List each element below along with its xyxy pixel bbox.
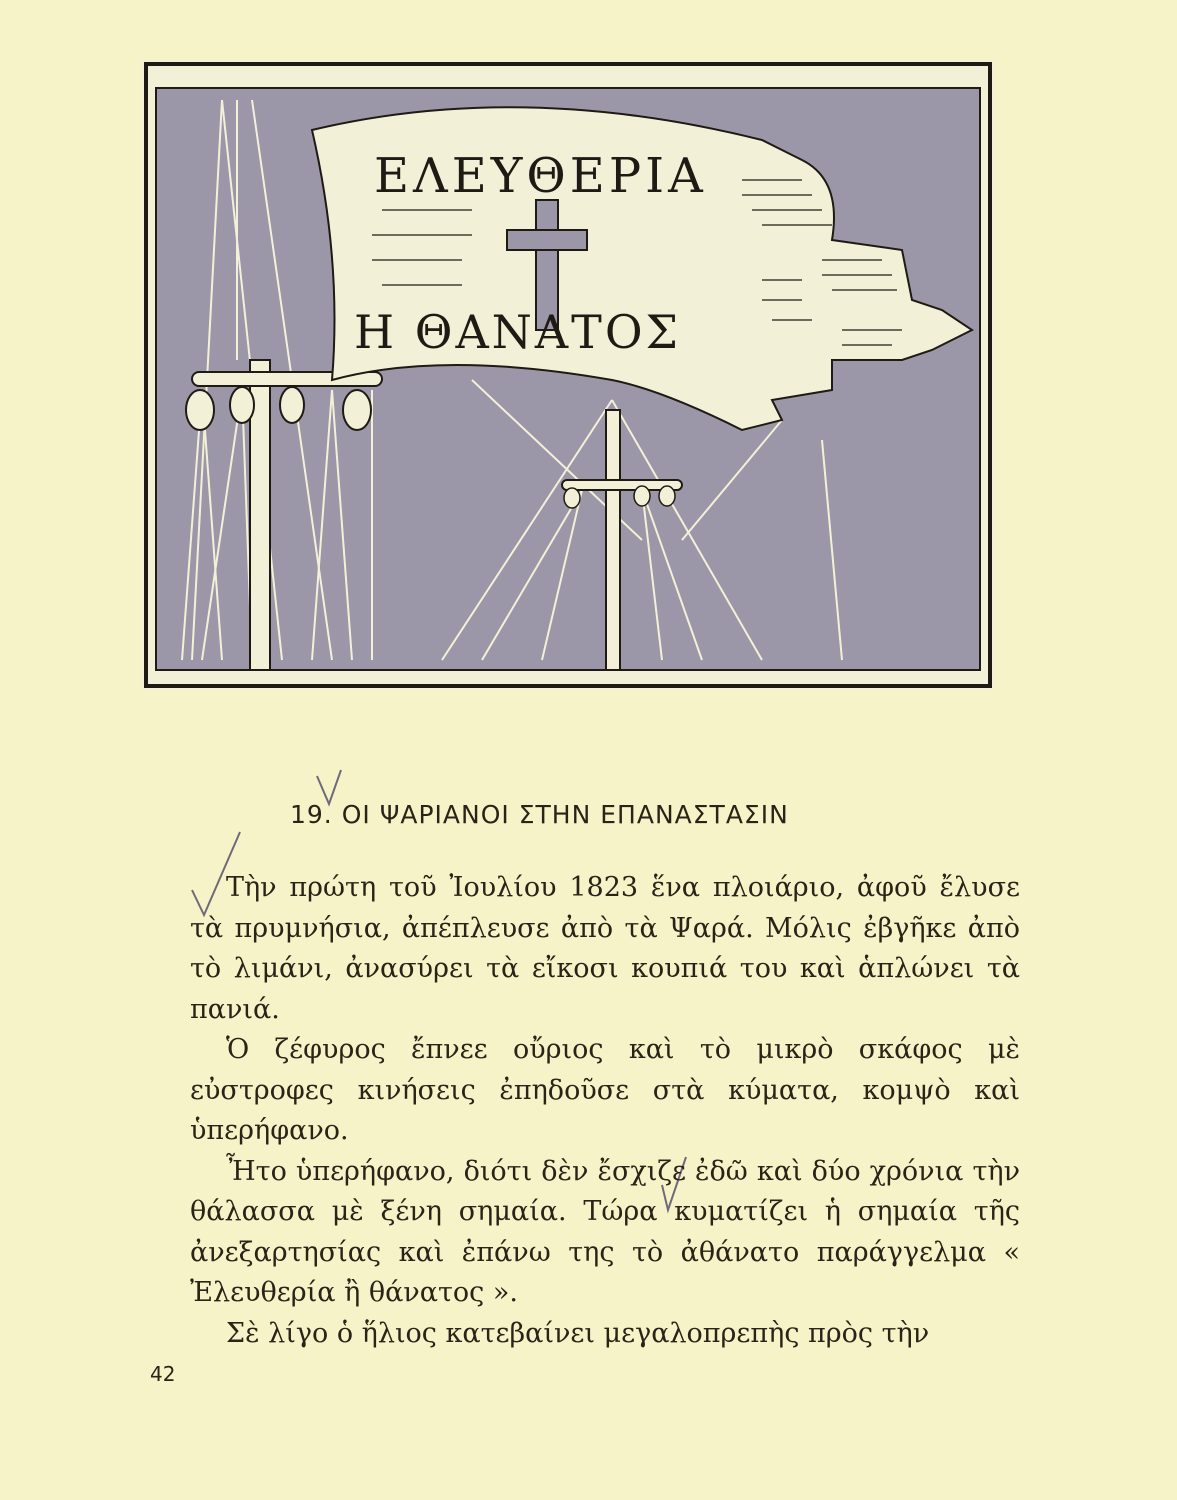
chapter-title: 19. ΟΙ ΨΑΡΙΑΝΟΙ ΣΤΗΝ ΕΠΑΝΑΣΤΑΣΙΝ: [290, 800, 789, 829]
banner-line-1: ΕΛΕΥΘΕΡΙΑ: [374, 148, 707, 204]
paragraph: Τὴν πρώτη τοῦ Ἰουλίου 1823 ἕνα πλοιάριο, ἀφοῦ ἔλυσε τὰ πρυμνήσια, ἀπέπλευσε ἀπὸ τὰ Ψαρά. Μόλις ἐβγῆκε ἀπὸ τὸ λιμάνι, ἀνασύρει τὰ εἴκοσι κουπιά του καὶ ἁπλώνει τὰ πανιά.: [190, 872, 1020, 1025]
flag-illustration: [142, 60, 994, 690]
paragraph: Ὁ ζέφυρος ἔπνεε οὔριος καὶ τὸ μικρὸ σκάφος μὲ εὐστροφες κινήσεις ἐπηδοῦσε στὰ κύματα, κομψὸ καὶ ὑπερήφανο.: [190, 1034, 1020, 1146]
paragraph: Σὲ λίγο ὁ ἥλιος κατεβαίνει μεγαλοπρεπὴς πρὸς τὴν: [226, 1317, 930, 1349]
page-number: 42: [150, 1362, 176, 1386]
banner-line-2: Η ΘΑΝΑΤΟΣ: [354, 305, 682, 359]
body-text: [190, 868, 1020, 1354]
paragraph: Ἦτο ὑπερήφανο, διότι δὲν ἔσχιζε ἐδῶ καὶ δύο χρόνια τὴν θάλασσα μὲ ξένη σημαία. Τώρα κυματίζει ἡ σημαία τῆς ἀνεξαρτησίας καὶ ἐπάνω της τὸ ἀθάνατο παράγγελμα « Ἐλευθερία ἢ θάνατος ».: [190, 1155, 1020, 1308]
